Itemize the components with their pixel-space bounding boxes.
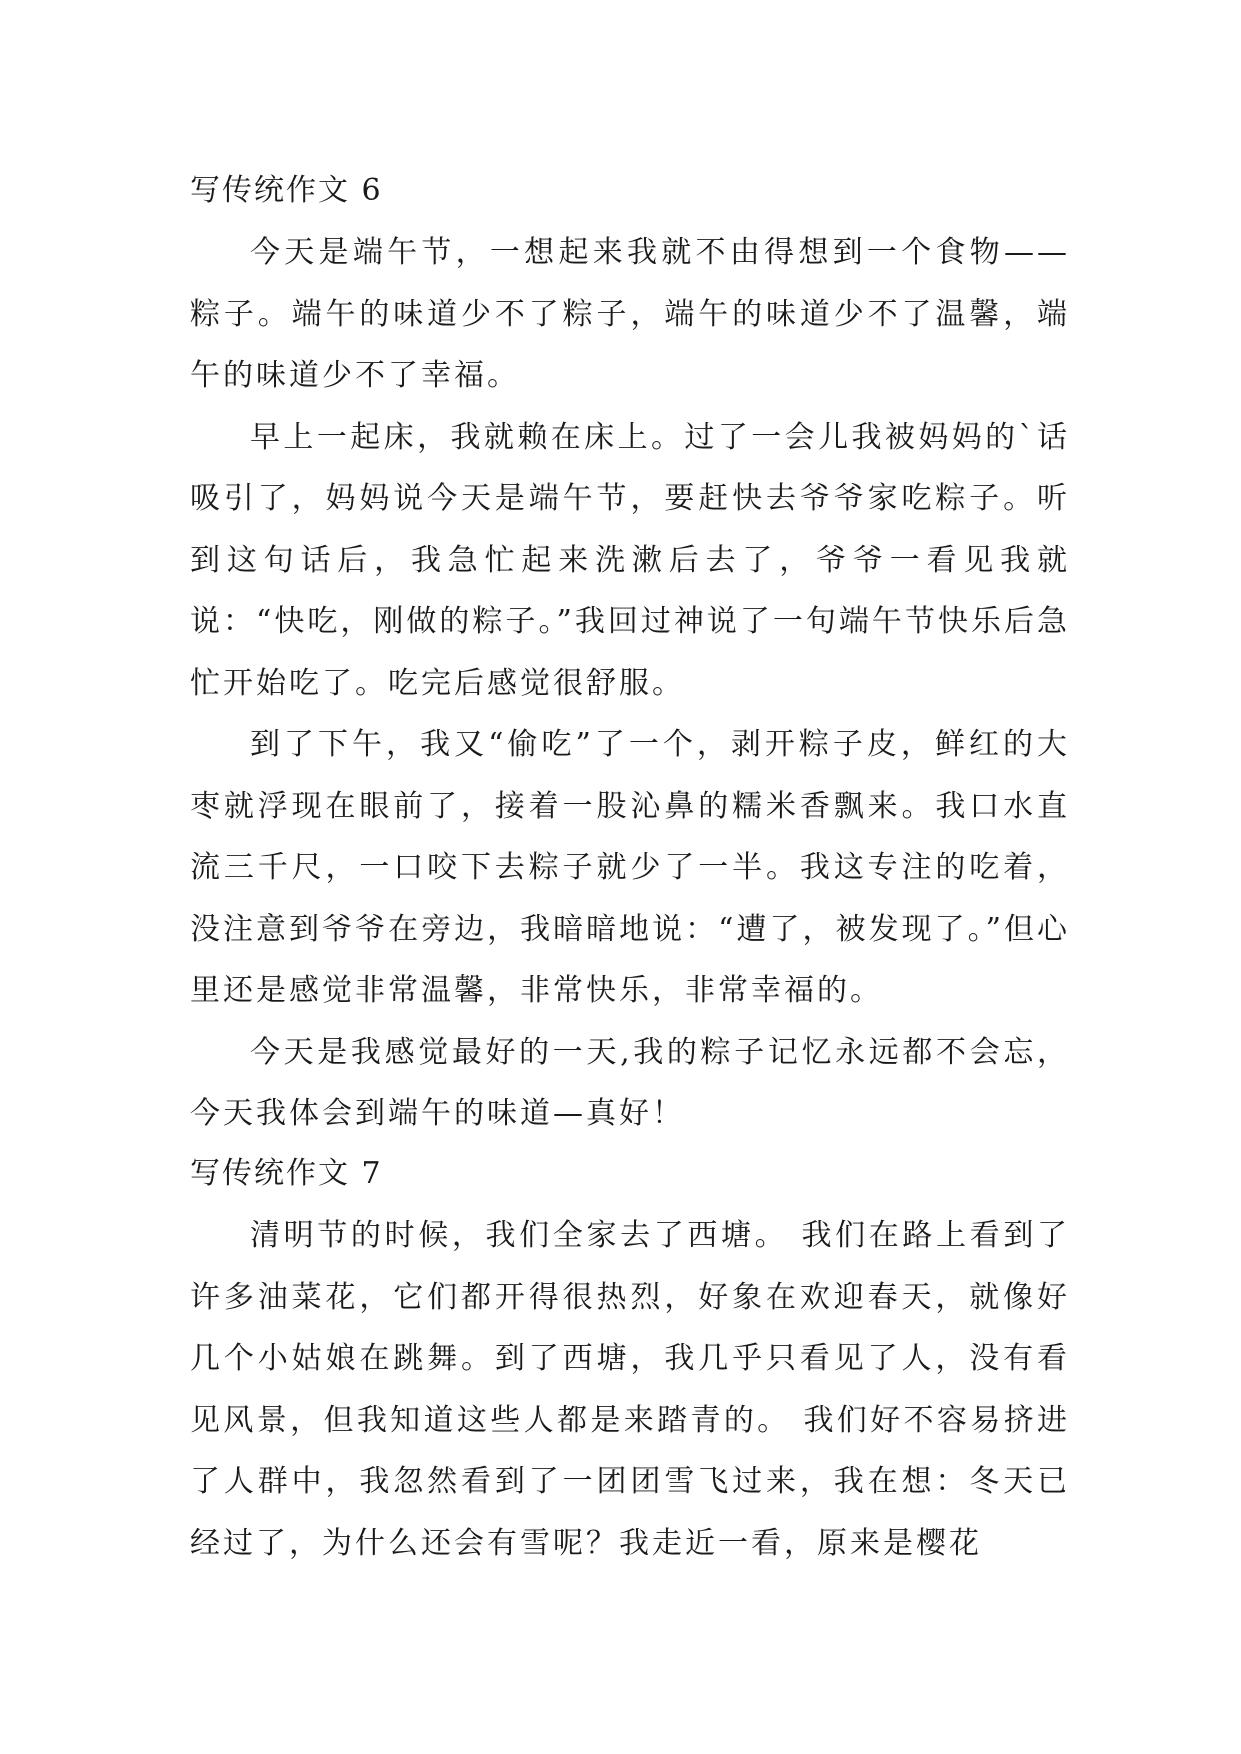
essay-7: [190, 1143, 1070, 1574]
essay-6: [190, 160, 1070, 1145]
essay-title: 写传统作文 7: [190, 1156, 383, 1191]
essay-paragraph: 到了下午，我又“偷吃”了一个，剥开粽子皮，鲜红的大枣就浮现在眼前了，接着一股沁鼻的糯米香飘来。我口水直流三千尺，一口咬下去粽子就少了一半。我这专注的吃着，没注意到爷爷在旁边，我暗暗地说：“遭了，被发现了。”但心里还是感觉非常温馨，非常快乐，非常幸福的。: [190, 727, 1070, 1008]
essay-paragraph: 今天是我感觉最好的一天,我的粽子记忆永远都不会忘，今天我体会到端午的味道—真好！: [190, 1034, 1070, 1131]
essay-paragraph: 早上一起床，我就赖在床上。过了一会儿我被妈妈的`话吸引了，妈妈说今天是端午节，要赶快去爷爷家吃粽子。听到这句话后，我急忙起来洗漱后去了，爷爷一看见我就说：“快吃，刚做的粽子。”我回过神说了一句端午节快乐后急忙开始吃了。吃完后感觉很舒服。: [190, 419, 1070, 701]
essay-paragraph: 清明节的时候，我们全家去了西塘。 我们在路上看到了许多油菜花，它们都开得很热烈，好象在欢迎春天，就像好几个小姑娘在跳舞。到了西塘，我几乎只看见了人，没有看见风景，但我知道这些人都是来踏青的。 我们好不容易挤进了人群中，我忽然看到了一团团雪飞过来，我在想：冬天已经过了，为什么还会有雪呢？我走近一看，原来是樱花: [190, 1218, 1070, 1561]
essay-paragraph: 今天是端午节，一想起来我就不由得想到一个食物——粽子。端午的味道少不了粽子，端午的味道少不了温馨，端午的味道少不了幸福。: [190, 235, 1070, 393]
essay-title: 写传统作文 6: [190, 173, 383, 208]
